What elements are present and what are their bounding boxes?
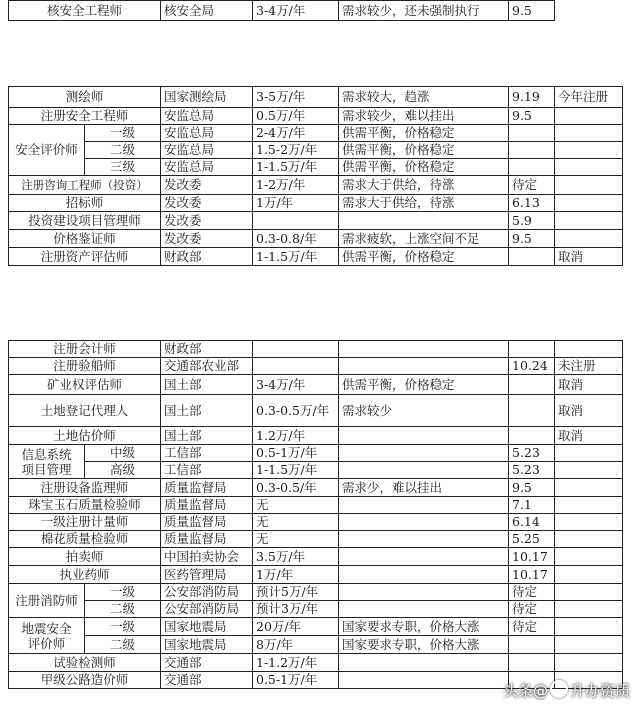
salary: 1-2万/年 [253,176,339,195]
group-name: 注册消防师 [9,584,85,618]
level: 三级 [85,159,161,176]
dept: 公安部消防局 [161,601,253,618]
group-name-line: 项目管理 [21,461,72,477]
dept: 安监总局 [161,142,253,159]
dept: 国家地震局 [161,636,253,654]
dept: 质量监督局 [161,514,253,531]
demand: 国家要求专职，价格大涨 [339,618,509,636]
demand [339,358,509,375]
cert-name: 珠宝玉石质量检验师 [9,497,161,514]
table-row [9,654,623,672]
dept: 工信部 [161,445,253,462]
note [555,142,623,159]
index: 待定 [509,618,555,636]
watermark-prefix: 头条 [502,682,533,700]
table-row [9,584,623,601]
salary: 0.5万/年 [253,108,339,125]
salary: 3.5万/年 [253,548,339,566]
note [555,514,623,531]
demand: 国家要求专职，价格大涨 [339,636,509,654]
table-row [9,636,623,654]
cert-name: 注册资产评估师 [9,248,161,266]
group-name: 安全评价师 [9,125,85,176]
watermark-at: @ [532,682,548,700]
index: 10.17 [509,548,555,566]
note [555,159,623,176]
index [509,142,555,159]
dept: 安监总局 [161,125,253,142]
dept: 安监总局 [161,108,253,125]
level: 一级 [85,584,161,601]
cert-name: 土地登记代理人 [9,395,161,427]
index: 待定 [509,176,555,195]
index: 5.23 [509,462,555,479]
dept: 财政部 [161,341,253,358]
salary: 0.3-0.5/年 [253,479,339,497]
index: 9.5 [509,479,555,497]
level: 一级 [85,125,161,142]
salary: 0.5-1万/年 [253,445,339,462]
level: 一级 [85,618,161,636]
table-row [9,341,623,358]
logo-icon [550,680,568,698]
demand [339,445,509,462]
demand [339,566,509,584]
dept: 安监总局 [161,159,253,176]
dept: 国土部 [161,375,253,395]
salary [253,212,339,230]
index: 9.5 [509,1,555,21]
index: 9.5 [509,108,555,125]
table-row [9,195,623,212]
dept: 发改委 [161,230,253,248]
cert-name: 注册咨询工程师（投资） [9,176,161,195]
note [555,601,623,618]
cert-name: 试验检测师 [9,654,161,672]
dept: 中国拍卖协会 [161,548,253,566]
demand [339,427,509,445]
index: 10.17 [509,566,555,584]
group-name-line: 信息系统 [21,446,72,462]
note [555,654,623,672]
cert-name: 矿业权评估师 [9,375,161,395]
dept: 财政部 [161,248,253,266]
group-name-line: 评价师 [27,635,66,651]
salary: 1.5-2万/年 [253,142,339,159]
salary: 1万/年 [253,566,339,584]
note [555,108,623,125]
salary: 2-4万/年 [253,125,339,142]
salary [253,341,339,358]
table-row [9,248,623,266]
salary: 1-1.5万/年 [253,159,339,176]
dept: 发改委 [161,176,253,195]
table-row [9,566,623,584]
cert-name: 招标师 [9,195,161,212]
table-row [9,548,623,566]
index [509,125,555,142]
cert-name: 注册会计师 [9,341,161,358]
note [555,176,623,195]
group-name-line: 地震安全 [21,620,72,636]
demand: 供需平衡，价格稳定 [339,159,509,176]
note [555,125,623,142]
index: 9.19 [509,87,555,108]
salary: 3-4万/年 [253,375,339,395]
index: 待定 [509,601,555,618]
cert-name: 价格鉴证师 [9,230,161,248]
index [509,654,555,672]
table-row [9,358,623,375]
salary: 1-1.2万/年 [253,654,339,672]
demand: 供需平衡，价格稳定 [339,125,509,142]
index [509,427,555,445]
salary: 无 [253,514,339,531]
table-row [9,531,623,548]
note [555,341,623,358]
group-name [9,445,85,479]
demand: 需求较少，难以挂出 [339,108,509,125]
index [509,636,555,654]
table-row [9,445,623,462]
demand: 供需平衡，价格稳定 [339,248,509,266]
salary: 1-1.5万/年 [253,248,339,266]
demand: 需求较大，趋涨 [339,87,509,108]
dept: 发改委 [161,212,253,230]
cert-name: 注册设备监理师 [9,479,161,497]
note [555,531,623,548]
note: 未注册 [555,358,623,375]
group-name [9,618,85,654]
salary: 0.5-1万/年 [253,672,339,689]
dept: 质量监督局 [161,531,253,548]
table-row [9,159,623,176]
salary: 无 [253,531,339,548]
table-row [9,108,623,125]
index: 待定 [509,584,555,601]
note: 取消 [555,375,623,395]
salary: 无 [253,497,339,514]
cert-name: 注册验船师 [9,358,161,375]
level: 二级 [85,601,161,618]
dept: 国土部 [161,427,253,445]
cert-name: 一级注册计量师 [9,514,161,531]
dept: 质量监督局 [161,479,253,497]
dept: 交通部 [161,672,253,689]
table-row [9,176,623,195]
dept: 国家地震局 [161,618,253,636]
dept: 国家测绘局 [161,87,253,108]
salary: 1-1.5万/年 [253,462,339,479]
demand [339,531,509,548]
demand: 需求大于供给，待涨 [339,195,509,212]
index: 10.24 [509,358,555,375]
table-row [9,142,623,159]
dept: 交通部农业部 [161,358,253,375]
index: 7.1 [509,497,555,514]
index [509,375,555,395]
table-middle [8,86,623,266]
note: 取消 [555,395,623,427]
salary: 1.2万/年 [253,427,339,445]
dept: 公安部消防局 [161,584,253,601]
index: 9.5 [509,230,555,248]
index [509,341,555,358]
demand [339,672,509,689]
demand [339,654,509,672]
table-row [9,427,623,445]
table-row [9,479,623,497]
dept: 核安全局 [161,1,253,21]
demand: 需求较少 [339,395,509,427]
level: 二级 [85,142,161,159]
table-row [9,212,623,230]
demand: 供需平衡，价格稳定 [339,375,509,395]
note: 取消 [555,248,623,266]
cert-name: 注册安全工程师 [9,108,161,125]
dept: 质量监督局 [161,497,253,514]
salary: 0.3-0.5万/年 [253,395,339,427]
salary: 预计5万/年 [253,584,339,601]
note: 取消 [555,427,623,445]
table-row [9,375,623,395]
table-row [9,601,623,618]
demand: 需求少，难以挂出 [339,479,509,497]
demand [339,601,509,618]
cert-name: 核安全工程师 [9,1,161,21]
watermark [503,680,630,701]
salary: 0.3-0.8/年 [253,230,339,248]
salary: 1万/年 [253,195,339,212]
table-row [9,462,623,479]
index: 5.9 [509,212,555,230]
note [555,462,623,479]
demand: 供需平衡，价格稳定 [339,142,509,159]
salary: 20万/年 [253,618,339,636]
table-bottom [8,340,623,689]
index: 6.14 [509,514,555,531]
table-row [9,618,623,636]
cert-name: 执业药师 [9,566,161,584]
demand [339,584,509,601]
note [555,636,623,654]
index: 6.13 [509,195,555,212]
index [509,248,555,266]
table-row [9,514,623,531]
watermark-name: 升办资质 [569,682,630,700]
demand: 需求疲软，上涨空间不足 [339,230,509,248]
index [509,395,555,427]
demand [339,514,509,531]
demand: 需求较少，还未强制执行 [339,1,509,21]
dept: 工信部 [161,462,253,479]
note [555,584,623,601]
table-row [9,125,623,142]
demand [339,462,509,479]
demand [339,212,509,230]
level: 中级 [85,445,161,462]
note [555,497,623,514]
note [555,566,623,584]
level: 二级 [85,636,161,654]
note [555,195,623,212]
note [555,548,623,566]
demand [339,497,509,514]
table-row [9,87,623,108]
dept: 医药管理局 [161,566,253,584]
cert-name: 投资建设项目管理师 [9,212,161,230]
empty-cell [555,1,623,21]
note [555,618,623,636]
note: 今年注册 [555,87,623,108]
cert-name: 测绘师 [9,87,161,108]
note [555,230,623,248]
table-row [9,395,623,427]
cert-name: 土地估价师 [9,427,161,445]
salary: 预计3万/年 [253,601,339,618]
dept: 发改委 [161,195,253,212]
index [509,159,555,176]
table-row [9,230,623,248]
salary [253,358,339,375]
level: 高级 [85,462,161,479]
demand [339,341,509,358]
index: 5.25 [509,531,555,548]
cert-name: 甲级公路造价师 [9,672,161,689]
salary: 3-4万/年 [253,1,339,21]
dept: 国土部 [161,395,253,427]
index: 5.23 [509,445,555,462]
demand [339,548,509,566]
table-row [9,497,623,514]
cert-name: 拍卖师 [9,548,161,566]
demand: 需求大于供给，待涨 [339,176,509,195]
note [555,445,623,462]
salary: 3-5万/年 [253,87,339,108]
salary: 8万/年 [253,636,339,654]
note [555,479,623,497]
note [555,212,623,230]
cert-name: 棉花质量检验师 [9,531,161,548]
dept: 交通部 [161,654,253,672]
table-row [9,1,623,21]
table-top [8,0,623,21]
